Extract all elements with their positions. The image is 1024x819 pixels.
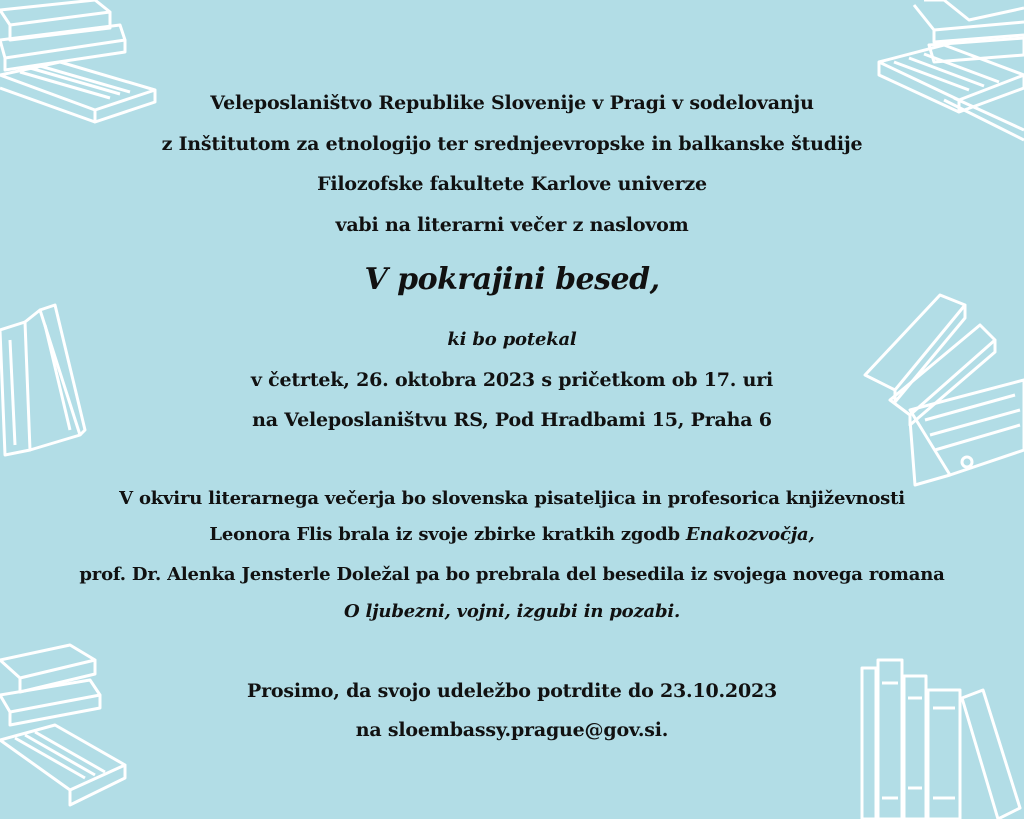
intro-line-4: vabi na literarni večer z naslovom — [335, 214, 689, 236]
event-subtitle: ki bo potekal — [447, 329, 577, 350]
body-line-3: prof. Dr. Alenka Jensterle Doležal pa bo prebrala del besedila iz svojega novega romana — [79, 564, 945, 585]
intro-line-1: Veleposlaništvo Republike Slovenije v Pragi v sodelovanju — [210, 92, 814, 114]
rsvp-email[interactable]: na sloembassy.prague@gov.si. — [355, 719, 669, 741]
body-line-1: V okviru literarnega večerja bo slovenska pisateljica in profesorica književnosti — [119, 488, 905, 509]
book-title-2: O ljubezni, vojni, izgubi in pozabi. — [343, 601, 681, 622]
intro-line-3: Filozofske fakultete Karlove univerze — [317, 173, 707, 195]
rsvp-line-1: Prosimo, da svojo udeležbo potrdite do 23.10.2023 — [246, 680, 778, 702]
body-line-2-text: Leonora Flis brala iz svoje zbirke kratkih zgodb — [209, 524, 686, 545]
body-line-2 — [0, 524, 1024, 545]
event-date-time: v četrtek, 26. oktobra 2023 s pričetkom ob 17. uri — [250, 369, 774, 391]
intro-line-2: z Inštitutom za etnologijo ter srednjeevropske in balkanske študije — [161, 133, 863, 155]
book-title-1: Enakozvočja, — [685, 524, 815, 545]
event-location: na Veleposlaništvu RS, Pod Hradbami 15, Praha 6 — [252, 409, 772, 431]
event-title: V pokrajini besed, — [364, 262, 660, 297]
books-top-right-icon — [874, 0, 1024, 155]
